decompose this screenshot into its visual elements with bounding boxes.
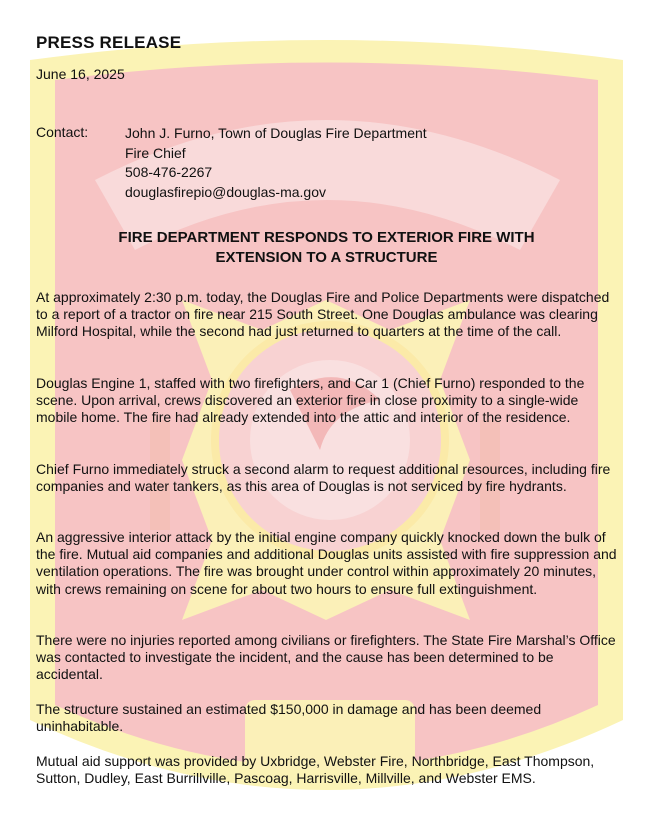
headline-line-1: FIRE DEPARTMENT RESPONDS TO EXTERIOR FIRE WITH (118, 229, 535, 246)
paragraph-1: At approximately 2:30 p.m. today, the Douglas Fire and Police Departments were dispatched to a report of a tractor on fire near 215 South Street. One Douglas ambulance was clearing Milford Hospital, while the second had just returned to quarters at the time of the call. (36, 289, 610, 340)
paragraph-5: There were no injuries reported among civilians or firefighters. The State Fire Marshal’s Office was contacted to investigate the incident, and the cause has been determined to be accidental. (36, 632, 616, 683)
press-release-title: PRESS RELEASE (36, 33, 182, 52)
contact-label: Contact: (36, 124, 89, 140)
paragraph-2: Douglas Engine 1, staffed with two firefighters, and Car 1 (Chief Furno) responded to the scene. Upon arrival, crews discovered an exterior fire in close proximity to a single-wide mobile home. The fire had already extended into the attic and interior of the residence. (36, 375, 585, 426)
paragraph-6: The structure sustained an estimated $150,000 in damage and has been deemed uninhabitable. (36, 701, 542, 735)
contact-phone: 508-476-2267 (125, 164, 213, 180)
contact-name: John J. Furno, Town of Douglas Fire Department (125, 125, 427, 141)
contact-block (125, 124, 427, 202)
contact-title: Fire Chief (125, 144, 186, 161)
paragraph-3: Chief Furno immediately struck a second alarm to request additional resources, including fire companies and water tankers, as this area of Douglas is not serviced by fire hydrants. (36, 461, 611, 495)
paragraph-7: Mutual aid support was provided by Uxbridge, Webster Fire, Northbridge, East Thompson, Sutton, Dudley, East Burrillville, Pascoag, Harrisville, Millville, and Webster EMS. (36, 753, 595, 787)
headline (60, 228, 593, 268)
paragraph-4: An aggressive interior attack by the initial engine company quickly knocked down the bulk of the fire. Mutual aid companies and additional Douglas units assisted with fire suppression and ventilation operations. The fire was brought under control within approximately 20 minutes, with crews remaining on scene for about two hours to ensure full extinguishment. (36, 529, 617, 597)
release-date: June 16, 2025 (36, 66, 125, 82)
contact-email[interactable]: douglasfirepio@douglas-ma.gov (125, 183, 326, 200)
headline-line-2: EXTENSION TO A STRUCTURE (215, 249, 438, 266)
